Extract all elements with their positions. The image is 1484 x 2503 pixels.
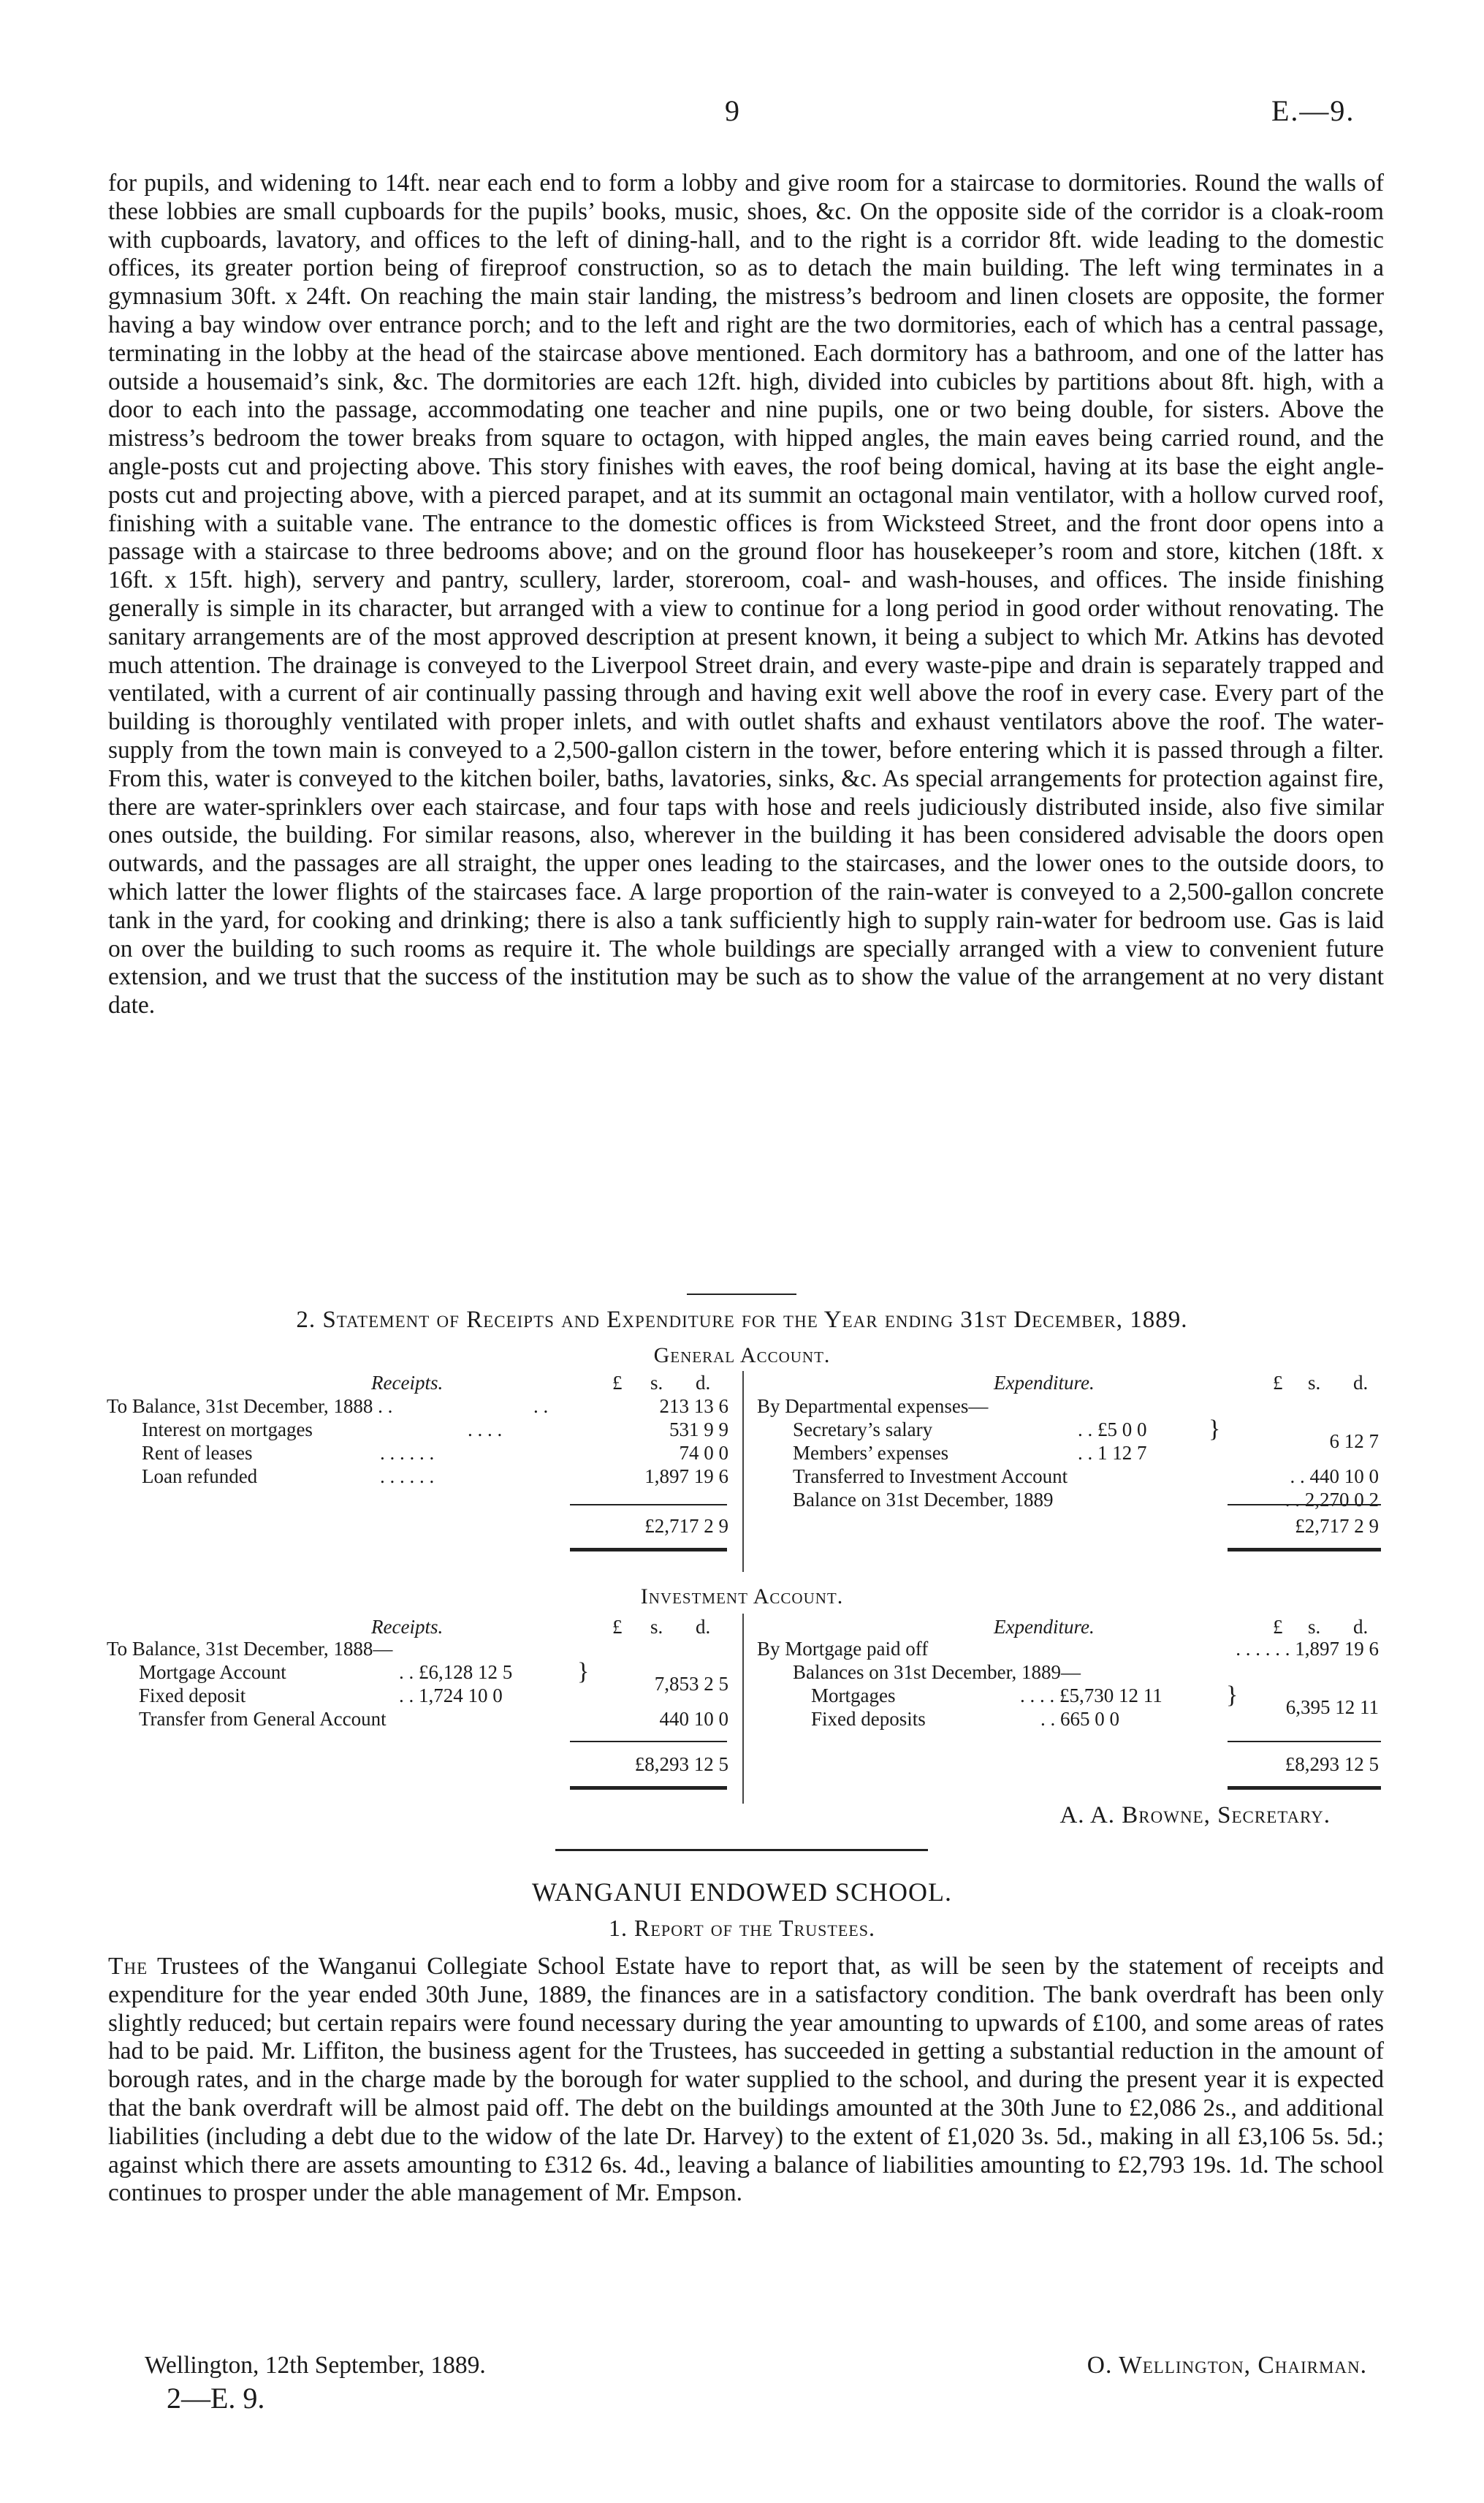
general-account-divider	[742, 1371, 744, 1572]
total-rule	[1228, 1741, 1381, 1742]
lsd-pound: £	[1273, 1372, 1283, 1394]
inv-rec-transfer-label: Transfer from General Account	[139, 1708, 387, 1730]
total-rule	[570, 1741, 727, 1742]
general-receipt-leader: . . . . . .	[380, 1442, 435, 1464]
statement-heading-text: 2. Statement of Receipts and Expenditure for the Year ending 31st December, 1889.	[296, 1307, 1188, 1333]
investment-account-title	[0, 1584, 1484, 1609]
exp-dept-label: By Departmental expenses—	[757, 1395, 989, 1417]
inv-exp-fixed-amount: . . 665 0 0	[1040, 1708, 1119, 1730]
inv-exp-mortgages-label: Mortgages	[811, 1685, 896, 1706]
double-rule	[1228, 1548, 1381, 1551]
general-expenditure-label: Expenditure.	[994, 1372, 1095, 1394]
general-receipts-label: Receipts.	[371, 1372, 444, 1394]
statement-signature-text: A. A. Browne, Secretary.	[1059, 1802, 1331, 1828]
lsd-shilling: s.	[1308, 1616, 1321, 1638]
total-rule	[1228, 1504, 1381, 1505]
inv-rec-mortgage-amount: . . £6,128 12 5	[399, 1661, 513, 1683]
general-receipt-label: To Balance, 31st December, 1888 . .	[107, 1395, 393, 1417]
lsd-pence: d.	[696, 1616, 711, 1638]
lsd-pound: £	[1273, 1616, 1283, 1638]
inv-exp-mortgage-label: By Mortgage paid off	[757, 1638, 929, 1660]
exp-secretary-label: Secretary’s salary	[793, 1418, 933, 1440]
inv-exp-mortgage-amount: . . . . . . 1,897 19 6	[1236, 1638, 1379, 1660]
signature-mark: 2—E. 9.	[167, 2382, 265, 2415]
report-first-word: The	[108, 1953, 148, 1980]
statement-signature	[1059, 1802, 1331, 1829]
place-date: Wellington, 12th September, 1889.	[145, 2352, 486, 2379]
investment-expenditure-total: £8,293 12 5	[1285, 1753, 1379, 1775]
inv-rec-transfer-amount: 440 10 0	[659, 1708, 728, 1730]
general-receipt-leader: . . . . . .	[380, 1465, 435, 1487]
general-receipt-amount: 1,897 19 6	[644, 1465, 728, 1487]
lsd-shilling: s.	[650, 1616, 663, 1638]
trustees-report	[108, 1953, 1384, 2208]
statement-heading	[0, 1307, 1484, 1334]
inv-rec-fixed-amount: . . 1,724 10 0	[399, 1685, 503, 1706]
wanganui-title: WANGANUI ENDOWED SCHOOL.	[532, 1877, 952, 1907]
general-receipt-leader: . . . .	[468, 1418, 503, 1440]
general-receipts-total: £2,717 2 9	[644, 1515, 728, 1537]
investment-receipts-total: £8,293 12 5	[634, 1753, 728, 1775]
exp-transfer-amount: . . 440 10 0	[1290, 1465, 1379, 1487]
general-receipt-amount: 531 9 9	[669, 1418, 728, 1440]
brace-mark: }	[577, 1658, 590, 1685]
exp-transfer-label: Transferred to Investment Account	[793, 1465, 1068, 1487]
wanganui-subtitle-text: 1. Report of the Trustees.	[609, 1915, 875, 1941]
chairman-signature	[1087, 2352, 1367, 2379]
lsd-shilling: s.	[650, 1372, 663, 1394]
double-rule	[570, 1786, 727, 1790]
inv-exp-group-total: 6,395 12 11	[1285, 1696, 1379, 1718]
inv-exp-balances-label: Balances on 31st December, 1889—	[793, 1661, 1081, 1683]
general-receipt-amount: 213 13 6	[659, 1395, 728, 1417]
general-receipt-amount: 74 0 0	[679, 1442, 728, 1464]
report-body: Trustees of the Wanganui Collegiate School Estate have to report that, as will be seen by the statement of receipts and expenditure for the year ended 30th June, 1889, the finances are in a satisfactory condition. The bank overdraft has been only slightly reduced; but certain repairs were found necessary during the year amounting to upwards of £100, and some areas of rates had to be paid. Mr. Liffiton, the business agent for the Trustees, has succeeded in getting a substantial reduction in the amount of borough rates, and in the charge made by the borough for water supplied to the school, and during the present year it is expected that the bank overdraft will be almost paid off. The debt on the buildings amounted at the 30th June to £2,086 2s., and additional liabilities (including a debt due to the widow of the late Dr. Harvey) to the extent of £1,020 3s. 5d., making in all £3,106 5s. 5d.; against which there are assets amounting to £312 6s. 4d., leaving a balance of liabilities amounting to £2,793 19s. 1d. The school continues to prosper under the able management of Mr. Empson.	[108, 1953, 1384, 2207]
general-receipt-label: Loan refunded	[142, 1465, 258, 1487]
inv-rec-mortgage-label: Mortgage Account	[139, 1661, 286, 1683]
lsd-pound: £	[612, 1616, 623, 1638]
inv-rec-group-total: 7,853 2 5	[654, 1673, 728, 1695]
investment-account-divider	[742, 1614, 744, 1804]
general-account-title-text: General Account.	[653, 1343, 831, 1367]
exp-balance-label: Balance on 31st December, 1889	[793, 1489, 1054, 1511]
inv-exp-mortgages-amount: . . . . £5,730 12 11	[1020, 1685, 1163, 1706]
general-receipt-leader: . .	[533, 1395, 549, 1417]
exp-members-amount: . . 1 12 7	[1078, 1442, 1147, 1464]
investment-account-title-text: Investment Account.	[640, 1584, 844, 1608]
investment-receipts-label: Receipts.	[371, 1616, 444, 1638]
page-reference: E.—9.	[1271, 94, 1355, 127]
general-receipt-label: Interest on mortgages	[142, 1418, 313, 1440]
chairman-signature-text: O. Wellington, Chairman.	[1087, 2352, 1367, 2379]
brace-mark: }	[1226, 1682, 1238, 1709]
section-divider	[555, 1849, 928, 1851]
brace-mark: }	[1209, 1416, 1221, 1443]
inv-rec-balance-label: To Balance, 31st December, 1888—	[107, 1638, 393, 1660]
wanganui-subtitle	[0, 1915, 1484, 1942]
exp-balance-amount: . . 2,270 0 2	[1285, 1489, 1379, 1511]
investment-expenditure-label: Expenditure.	[994, 1616, 1095, 1638]
double-rule	[570, 1548, 727, 1551]
intro-paragraph	[108, 170, 1384, 1020]
exp-dept-total: 6 12 7	[1329, 1430, 1379, 1452]
total-rule	[570, 1504, 727, 1505]
section-divider	[687, 1294, 796, 1295]
inv-rec-fixed-label: Fixed deposit	[139, 1685, 246, 1706]
lsd-pence: d.	[1353, 1372, 1369, 1394]
lsd-pence: d.	[696, 1372, 711, 1394]
exp-members-label: Members’ expenses	[793, 1442, 949, 1464]
page-number: 9	[725, 94, 739, 127]
trustees-report-text	[108, 1953, 1384, 2208]
inv-exp-fixed-label: Fixed deposits	[811, 1708, 926, 1730]
intro-text: for pupils, and widening to 14ft. near each end to form a lobby and give room for a staircase to dormitories. Round the walls of these lobbies are small cupboards for the pupils’ books, music, shoes, &c. On the opposite side of the corridor is a cloak-room with cupboards, lavatory, and offices to the left of dining-hall, and to the right is a corridor 8ft. wide leading to the domestic offices, its greater portion being of fireproof construction, so as to detach the main building. The left wing terminates in a gymnasium 30ft. x 24ft. On reaching the main stair landing, the mistress’s bedroom and linen closets are opposite, the former having a bay window over entrance porch; and to the left and right are the two dormitories, each of which has a central passage, terminating in the lobby at the head of the staircase above mentioned. Each dormitory has a bathroom, and one of the latter has outside a housemaid’s sink, &c. The dormitories are each 12ft. high, divided into cubicles by partitions about 8ft. high, with a door to each into the passage, accommodating one teacher and nine pupils, one or two being double, for sisters. Above the mistress’s bedroom the tower breaks from square to octagon, with hipped angles, the main eaves being carried round, and the angle-posts cut and projecting above. This story finishes with eaves, the roof being domical, having at its base the eight angle-posts cut and projecting above, with a pierced parapet, and at its summit an octagonal main ventilator, with a hollow curved roof, finishing with a suitable vane. The entrance to the domestic offices is from Wicksteed Street, and the front door opens into a passage with a staircase to three bedrooms above; and on the ground floor has housekeeper’s room and store, kitchen (18ft. x 16ft. x 15ft. high), servery and pantry, scullery, larder, storeroom, coal- and wash-houses, and offices. The inside finishing generally is simple in its character, but arranged with a view to continue for a long period in good order without renovating. The sanitary arrangements are of the most approved description at present known, it being a subject to which Mr. Atkins has devoted much attention. The drainage is conveyed to the Liverpool Street drain, and every waste-pipe and drain is separately trapped and ventilated, with a current of air continually passing through and having exit well above the roof in every case. Every part of the building is thoroughly ventilated with proper inlets, and with outlet shafts and exhaust ventilators above the roof. The water-supply from the town main is conveyed to a 2,500-gallon cistern in the tower, before entering which it is passed through a filter. From this, water is conveyed to the kitchen boiler, baths, lavatories, sinks, &c. As special arrangements for protection against fire, there are water-sprinklers over each staircase, and four taps with hose and reels judiciously distributed inside, also five similar ones outside, the building. For similar reasons, also, wherever in the building it has been considered advisable the doors open outwards, and the passages are all straight, the upper ones leading to the staircases, and the lower ones to the outside doors, to which latter the lower flights of the staircases face. A large proportion of the rain-water is conveyed to a 2,500-gallon concrete tank in the yard, for cooking and drinking; there is also a tank sufficiently high to supply rain-water for bedroom use. Gas is laid on over the building to such rooms as require it. The whole buildings are specially arranged with a view to convenient future extension, and we trust that the success of the institution may be such as to show the value of the arrangement at no very distant date.	[108, 170, 1384, 1019]
general-account-title	[0, 1343, 1484, 1368]
lsd-pound: £	[612, 1372, 623, 1394]
lsd-pence: d.	[1353, 1616, 1369, 1638]
double-rule	[1228, 1786, 1381, 1790]
exp-secretary-amount: . . £5 0 0	[1078, 1418, 1147, 1440]
lsd-shilling: s.	[1308, 1372, 1321, 1394]
general-receipt-label: Rent of leases	[142, 1442, 253, 1464]
general-expenditure-total: £2,717 2 9	[1295, 1515, 1379, 1537]
